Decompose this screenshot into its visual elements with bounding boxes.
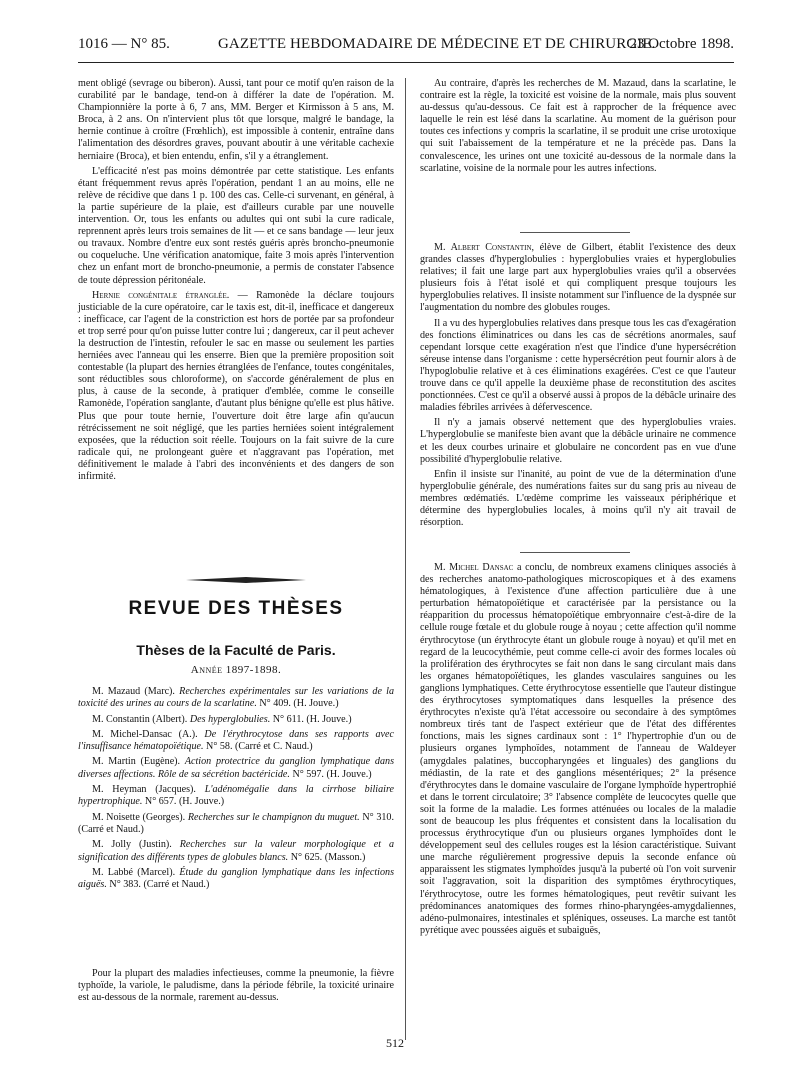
paragraph-lead: M. Michel Dansac bbox=[434, 562, 514, 573]
thesis-ref: N° 625. (Masson.) bbox=[288, 851, 366, 863]
thesis-title: De l'érythrocytose dans ses rapports avec l'insuffisance hématopoïétique. bbox=[78, 728, 394, 753]
ornament-divider bbox=[186, 577, 306, 583]
thesis-title: Étude du ganglion lymphatique dans les infections aiguës. bbox=[78, 866, 395, 891]
thesis-author: M. Michel-Dansac (A.). bbox=[92, 728, 198, 740]
section-title: REVUE DES THÈSES bbox=[128, 598, 344, 619]
subsection-title: Thèses de la Faculté de Paris. bbox=[136, 642, 336, 658]
thesis-ref: N° 597. (H. Jouve.) bbox=[289, 768, 372, 780]
thesis-author: M. Martin (Eugène). bbox=[92, 756, 181, 768]
thesis-entry bbox=[78, 839, 394, 864]
thesis-entry bbox=[78, 812, 394, 837]
thesis-title: Recherches sur la valeur morphologique et a signification des différents types de globules blancs. bbox=[78, 839, 394, 863]
left-column-closing bbox=[78, 968, 394, 1007]
issue-number: 1016 — N° 85. bbox=[78, 36, 170, 52]
page-number: 512 bbox=[386, 1036, 404, 1050]
paragraph: Enfin il insiste sur l'inanité, au point de vue de la détermination d'une hyperglobulie générale, des numérations faites sur du sang pris au niveau de membres œdématiés. L'œdème comprime les vaisseaux périphérique et détermine des hyperglobulies locales, à moins qu'il n'y ait travail de résorption. bbox=[420, 468, 736, 529]
paragraph: L'efficacité n'est pas moins démontrée par cette statistique. Les enfants étant fréquemment revus après l'opération, pendant 1 an au moins, elle ne relève de récidive que dans 1 p. 100 des cas. Celle-ci survenant, en général, à la partie supérieure de la plaie, est d'ailleurs curable par une nouvelle intervention. Or, tous les enfants ou adultes qui ont subi la cure radicale, reprennent après leurs trois semaines de lit — et ce sans bandage — leur jeux ou travaux. Nombre d'entre eux sont restés guéris après broncho-pneumonie ou coqueluche. Une vérification anatomique, faite 3 mois après l'intervention chez un enfant mort de broncho-pneumonie, a permis de constater l'absence de toute dépression péritonéale. bbox=[78, 165, 394, 286]
right-column-bottom bbox=[420, 562, 736, 940]
academic-year: Année 1897-1898. bbox=[190, 664, 282, 676]
paragraph-body: a conclu, de nombreux examens cliniques associés à des recherches anatomo-pathologiques microscopiques et à des examens hématologiques, à l'existence d'une affection particulière due à une perturbation hématopoïétique et caractérisée par la persistance ou la réapparition du processus hématopoïétique embryonnaire c'est-à-dire de la cellule rouge fœtale et du globule rouge à noyau ; cette affection qu'il nomme érythrocytose (un érythrocyte étant un globule rouge à noyau) et qu'il met en regard de la leucocythémie, peut comme celle-ci avoir des formes locales où la prolifération des érythrocytes se fait non dans le sang circulant mais dans les organes hématopoïétiques, les glandes vasculaires sanguines ou les ganglions lymphatiques. Cette érythrocytose essentielle que l'auteur distingue des érythrocytoses symptomatiques dans lesquelles la présence des érythrocytes n'existe qu'à l'état accessoire ou secondaire à des symptômes nombreux tirés tant de l'aspect extérieur que de l'état des différentes fonctions, mais les signes cardinaux sont : 1° l'hypertrophie d'un ou de plusieurs organes lymphoïdes, notamment de l'anneau de Waldeyer (amygdales palatines, buccopharyngées et linguales) des ganglions du médiastin, de la rate et des ganglions mésentériques; 2° la présence d'érythrocytes dans le domaine vasculaire de l'organe lymphoïde hypertrophié et dans le torrent circulatoire; 3° l'absence complète de leucocytes quelle que soit la forme de la maladie. Les formes atténuées ou locales de la maladie sont de beaucoup les plus fréquentes et consistent dans la localisation du processus érythrocytique d'un ou plusieurs organes lymphoïdes dont le développement seul des cellules rouges est la lésion caractéristique. Suivant une marche régulièrement progressive depuis la seconde enfance où apparaissent les stigmates lymphoïdes jusqu'à la puberté où l'on voit survenir soit l'aggravation, soit la disparition des symptômes érythrocytiques, l'érythrocytose, outre les formes hématologiques, peut revêtir suivant les prédominances anatomiques des formes rhino-pharyngées-amygdaliennes, adéno-pulmonaires, intestinales et spléniques, osseuses. La marche est tantôt pyrétique avec poussées aiguës et subaiguës, bbox=[420, 562, 736, 936]
paragraph: Il n'y a jamais observé nettement que des hyperglobulies vraies. L'hyperglobulie se manifeste bien avant que la débâcle urinaire ne commence et les deux courbes urinaire et globulaire ne concordent pas en vue d'une possibilité d'hyperglobulie relative. bbox=[420, 417, 736, 465]
paragraph: Pour la plupart des maladies infectieuses, comme la pneumonie, la fièvre typhoïde, la variole, le paludisme, dans la période fébrile, la toxicité urinaire est au-dessous de la normale, rarement au-dessus. bbox=[78, 968, 394, 1004]
thesis-ref: N° 58. (Carré et C. Naud.) bbox=[203, 741, 313, 753]
paragraph-body: , élève de Gilbert, établit l'existence des deux grandes classes d'hyperglobulies : hyperglobulies vraies et hyperglobulies relatives; il fait une large part aux hyperglobulies vraies qu'il a observées plusieurs fois à l'état isolé et qui compliquent presque toujours les hyperglobulies relatives. Il insiste notamment sur l'influence de la dyspnée sur l'augmentation du nombre des globules rouges. bbox=[420, 242, 736, 314]
issue-date: 23 Octobre 1898. bbox=[629, 36, 734, 52]
paragraph bbox=[78, 290, 394, 484]
column-rule bbox=[405, 78, 406, 1040]
thesis-ref: N° 409. (H. Jouve.) bbox=[256, 698, 339, 710]
thesis-entry bbox=[78, 756, 394, 781]
right-column-top bbox=[420, 78, 736, 178]
thesis-title: Recherches expérimentales sur les variations de la toxicité des urines au cours de la scarlatine. bbox=[78, 686, 394, 710]
paragraph-rule bbox=[520, 232, 630, 233]
thesis-ref: N° 383. (Carré et Naud.) bbox=[106, 879, 210, 891]
journal-title: GAZETTE HEBDOMADAIRE DE MÉDECINE ET DE CHIRURGIE. bbox=[218, 36, 656, 52]
paragraph: ment obligé (sevrage ou biberon). Aussi, tant pour ce motif qu'en raison de la curabilité par le bandage, tend-on à différer la date de l'opération. M. Championnière la porte à 6, 7 ans, MM. Berger et Kirmisson à 5 ans, M. Broca, à 2 ans. On n'intervient plus tôt que lorsque, malgré le bandage, la hernie continue à croître (Frœhlich), est impossible à contenir, entraîne dans l'alimentation des désordres graves, pouvant aboutir à une véritable cachexie herniaire (Broca), et bien entendu, enfin, s'il y a étranglement. bbox=[78, 78, 394, 162]
thesis-ref: N° 611. (H. Jouve.) bbox=[270, 713, 352, 725]
right-column-middle bbox=[420, 242, 736, 532]
paragraph-lead: Hernie congénitale étranglée. bbox=[92, 289, 230, 301]
thesis-title: Action protectrice du ganglion lymphatique dans diverses affections. Rôle de sa sécrétion bactéricide. bbox=[78, 756, 395, 780]
thesis-entry bbox=[78, 784, 394, 809]
paragraph: Au contraire, d'après les recherches de M. Mazaud, dans la scarlatine, le contraire est la règle, la toxicité est voisine de la normale, mais plus souvent au-dessus qu'au-dessous. Ce fait est à rapprocher de la fréquence avec laquelle le rein est lésé dans la scarlatine. Au moment de la guérison pour toutes ces infections y compris la scarlatine, il se produit une crise urotoxique qui suit l'abaissement de la température et ne la précède pas. Dans la convalescence, les urines ont une toxicité au-dessous de la normale dans la scarlatine, voisine de la normale pour les autres infections. bbox=[420, 78, 736, 174]
thesis-author: M. Labbé (Marcel). bbox=[92, 866, 176, 878]
thesis-title: L'adénomégalie dans la cirrhose biliaire hypertrophique. bbox=[78, 784, 394, 808]
thesis-entry bbox=[78, 729, 394, 754]
thesis-author: M. Jolly (Justin). bbox=[92, 839, 172, 851]
paragraph bbox=[420, 242, 736, 315]
paragraph-body: — Ramonède la déclare toujours justiciable de la cure opératoire, car le taxis est, dit-il, inefficace et dangereux : inefficace, car l'agent de la constriction est hors de portée par sa profondeur et trop serré pour qu'on puisse lutter contre lui ; dangereux, car il peut achever la destruction de l'intestin, refouler le sac en masse ou seulement les parties herniées avec l'anneau qui les enserre. Bien que la première proposition soit contestable (la plupart des hernies étranglées de l'enfance, toutes congénitales, sont réductibles sous chloroforme), on s'accorde généralement de plus en plus, à cause de la seconde, à pratiquer d'emblée, comme le conseille Ramonède, l'opération sanglante, d'autant plus bénigne qu'elle est plus hâtive. Plus que pour toute hernie, l'ouverture doit être large afin qu'aucun rétrécissement ne soit négligé, que les parties herniées soient intégralement exposées, que la réduction soit réelle. Toujours on la fait suivre de la cure radicale qui, ne prolongeant guère et n'aggravant pas l'opération, met définitivement le malade à l'abri des inconvénients et des dangers de son infirmité. bbox=[78, 289, 394, 482]
thesis-author: M. Mazaud (Marc). bbox=[92, 686, 175, 697]
left-column bbox=[78, 78, 394, 486]
paragraph: Il a vu des hyperglobulies relatives dans presque tous les cas d'exagération des fonctions éliminatrices ou dans les cas de sécrétions anormales, sauf cependant lorsque cette exagération n'est que l'indice d'une hypersécrétion séreuse intense dans l'organisme : cette hypersécrétion peut fournir alors à de l'hypoglobulie relative et à ces éliminations exagérées. C'est ce que l'auteur trouve dans ce qu'il appelle la deuxième phase de reconstitution des ascites ponctionnées. C'est ce qu'il a observé aussi à propos de la débâcle urinaire des maladies fébriles arrivées à défervescence. bbox=[420, 317, 736, 414]
thesis-entry bbox=[78, 714, 394, 726]
running-header bbox=[78, 36, 734, 64]
thesis-ref: N° 657. (H. Jouve.) bbox=[142, 796, 225, 808]
thesis-author: M. Constantin (Albert). bbox=[92, 713, 188, 725]
theses-list bbox=[78, 686, 394, 894]
paragraph-lead: M. Albert Constantin bbox=[434, 242, 532, 253]
thesis-author: M. Noisette (Georges). bbox=[92, 811, 186, 823]
thesis-entry bbox=[78, 867, 394, 892]
thesis-entry bbox=[78, 686, 394, 711]
paragraph-rule bbox=[520, 552, 630, 553]
header-rule bbox=[78, 62, 734, 63]
thesis-title: Des hyperglobulies. bbox=[189, 713, 271, 725]
thesis-title: Recherches sur le champignon du muguet. bbox=[187, 811, 360, 823]
thesis-ref: N° 310. (Carré et Naud.) bbox=[78, 811, 394, 835]
thesis-author: M. Heyman (Jacques). bbox=[92, 784, 196, 796]
paragraph bbox=[420, 562, 736, 937]
